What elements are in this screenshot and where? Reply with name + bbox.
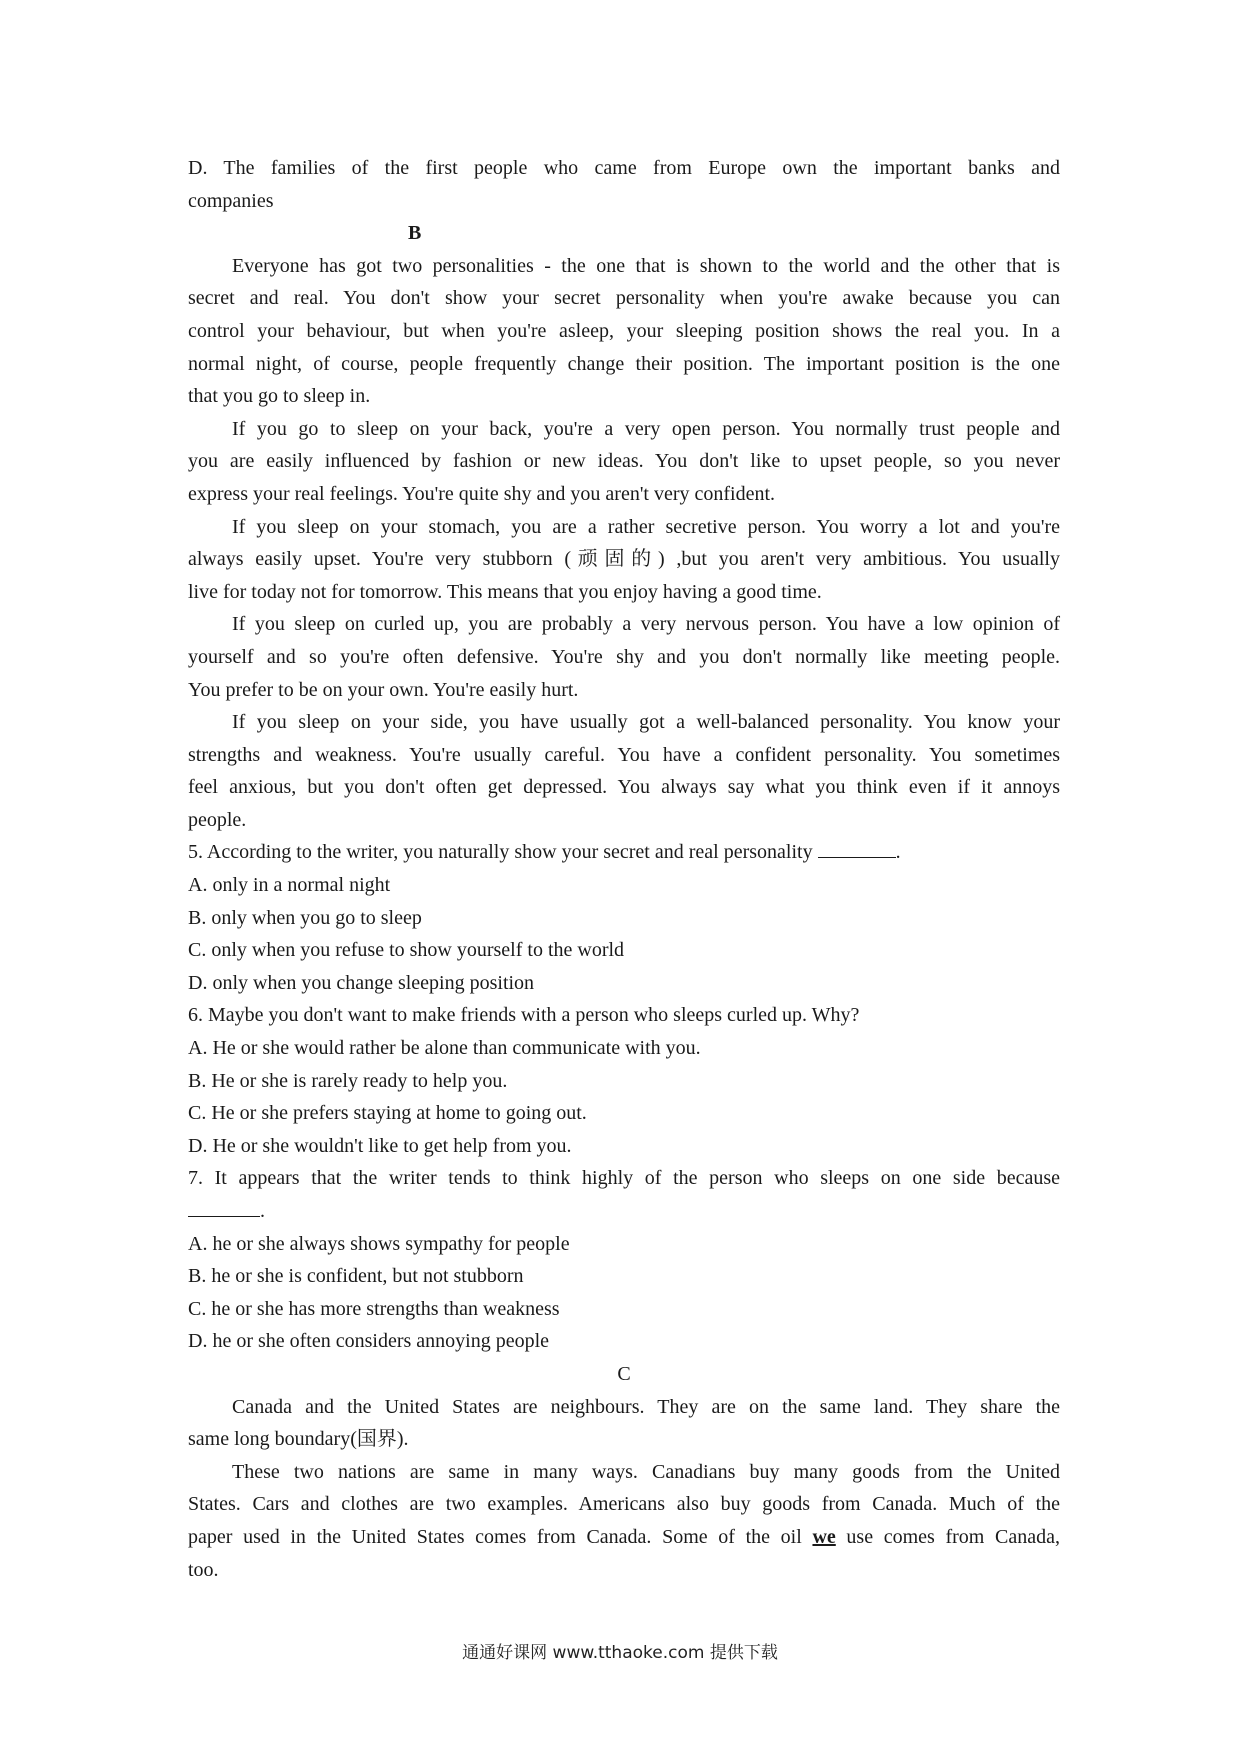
paragraph-line: normal night, of course, people frequently change their position. The important position is the one <box>188 352 1060 375</box>
section-b-paragraph-4 <box>188 608 1060 706</box>
option-b: B. He or she is rarely ready to help you. <box>188 1069 508 1092</box>
option-b: B. he or she is confident, but not stubborn <box>188 1265 524 1288</box>
paragraph-line <box>188 1521 1060 1554</box>
question-6-stem: 6. Maybe you don't want to make friends with a person who sleeps curled up. Why? <box>188 1004 860 1027</box>
paragraph-line: people. <box>188 808 247 831</box>
option-a: A. He or she would rather be alone than communicate with you. <box>188 1037 701 1060</box>
option-c: C. he or she has more strengths than weakness <box>188 1297 560 1320</box>
paragraph-line: you are easily influenced by fashion or new ideas. You don't like to upset people, so you never <box>188 450 1060 473</box>
question-5-end: . <box>895 841 901 864</box>
section-b-paragraph-1 <box>188 250 1060 413</box>
section-c-paragraph-1 <box>188 1391 1060 1456</box>
paragraph-line: These two nations are same in many ways. Canadians buy many goods from the United <box>232 1460 1060 1483</box>
paragraph-line: same long boundary(国界). <box>188 1428 409 1451</box>
underlined-word-we: we <box>812 1525 836 1548</box>
section-b-paragraph-5 <box>188 706 1060 836</box>
prev-option-d-line2: companies <box>188 189 274 212</box>
paragraph-line: express your real feelings. You're quite shy and you aren't very confident. <box>188 482 776 505</box>
paragraph-line: live for today not for tomorrow. This means that you enjoy having a good time. <box>188 580 822 603</box>
page-footer: 通通好课网 www.tthaoke.com 提供下载 <box>462 1643 778 1663</box>
option-c: C. He or she prefers staying at home to going out. <box>188 1102 587 1125</box>
paragraph-line: You prefer to be on your own. You're easily hurt. <box>188 678 579 701</box>
question-5 <box>188 836 1060 999</box>
prev-option-d-line1: D. The families of the first people who came from Europe own the important banks and <box>188 157 1060 179</box>
paragraph-line: yourself and so you're often defensive. You're shy and you don't normally like meeting people. <box>188 645 1060 668</box>
option-a: A. only in a normal night <box>188 874 391 897</box>
text-run: paper used in the United States comes from Canada. Some of the oil <box>188 1525 813 1548</box>
option-d: D. He or she wouldn't like to get help from you. <box>188 1134 572 1157</box>
paragraph-line: always easily upset. You're very stubborn (顽固的) ,but you aren't very ambitious. You usually <box>188 548 1060 571</box>
answer-blank <box>818 839 896 858</box>
paragraph-line: secret and real. You don't show your secret personality when you're awake because you can <box>188 287 1060 310</box>
question-7-stem: 7. It appears that the writer tends to think highly of the person who sleeps on one side because <box>188 1167 1060 1190</box>
paragraph-line: that you go to sleep in. <box>188 385 371 408</box>
option-d: D. he or she often considers annoying people <box>188 1330 550 1353</box>
paragraph-line: Canada and the United States are neighbours. They are on the same land. They share the <box>232 1395 1060 1418</box>
section-b-heading: B <box>408 222 422 245</box>
section-c-paragraph-2 <box>188 1456 1060 1586</box>
paragraph-line: If you sleep on your stomach, you are a rather secretive person. You worry a lot and you're <box>232 515 1060 538</box>
paragraph-line: If you go to sleep on your back, you're a very open person. You normally trust people and <box>232 417 1060 440</box>
question-stem <box>188 836 1060 869</box>
question-5-stem: 5. According to the writer, you naturally show your secret and real personality <box>188 841 813 864</box>
paragraph-line: If you sleep on your side, you have usually got a well-balanced personality. You know your <box>232 711 1060 734</box>
section-b-paragraph-3 <box>188 511 1060 609</box>
paragraph-line: too. <box>188 1558 219 1581</box>
section-b-paragraph-2 <box>188 413 1060 511</box>
text-run: use comes from Canada, <box>835 1525 1060 1548</box>
question-7 <box>188 1162 1060 1358</box>
answer-blank <box>188 1202 260 1217</box>
paragraph-line: control your behaviour, but when you're asleep, your sleeping position shows the real you. In a <box>188 319 1060 342</box>
option-b: B. only when you go to sleep <box>188 906 422 929</box>
paragraph-line: Everyone has got two personalities - the one that is shown to the world and the other that is <box>232 254 1060 277</box>
option-d: D. only when you change sleeping position <box>188 971 535 994</box>
question-7-blank-line <box>188 1195 1060 1228</box>
option-a: A. he or she always shows sympathy for people <box>188 1232 570 1255</box>
section-c-heading: C <box>617 1362 631 1385</box>
paragraph-line: If you sleep on curled up, you are probably a very nervous person. You have a low opinion of <box>232 613 1060 636</box>
paragraph-line: States. Cars and clothes are two examples. Americans also buy goods from Canada. Much of the <box>188 1493 1060 1516</box>
document-page <box>188 152 1060 1586</box>
question-7-end: . <box>260 1200 265 1222</box>
option-c: C. only when you refuse to show yourself to the world <box>188 939 625 962</box>
question-6 <box>188 999 1060 1162</box>
paragraph-line: feel anxious, but you don't often get depressed. You always say what you think even if it annoys <box>188 776 1060 799</box>
paragraph-line: strengths and weakness. You're usually careful. You have a confident personality. You sometimes <box>188 743 1060 766</box>
